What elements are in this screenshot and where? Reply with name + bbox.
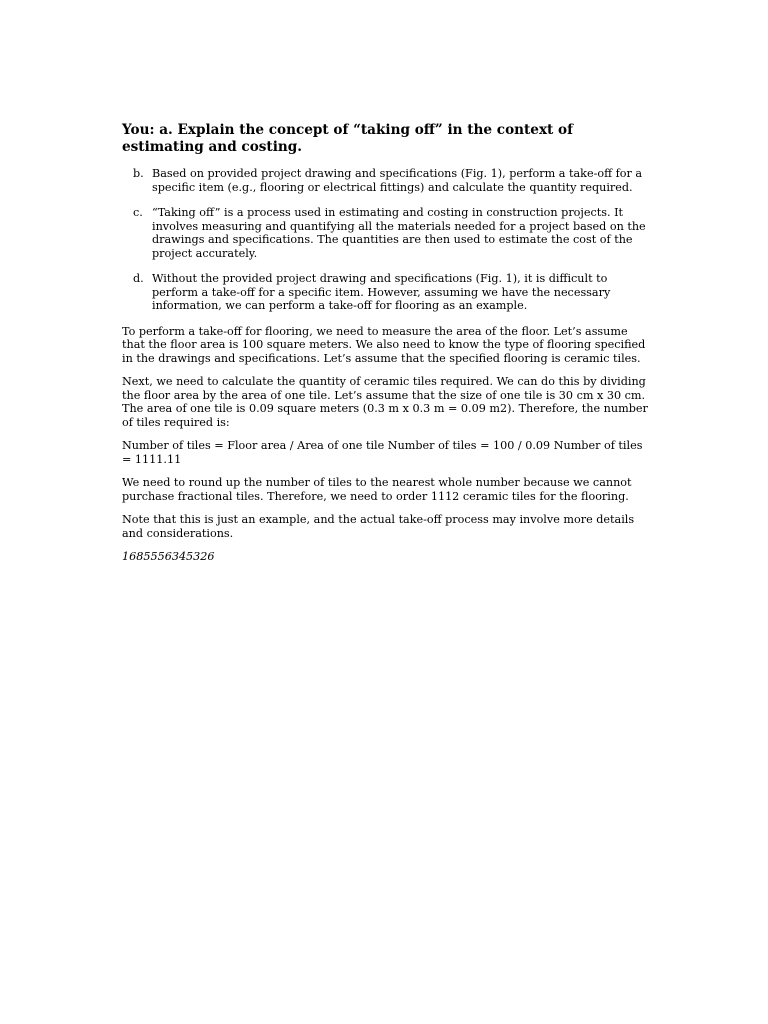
list-marker: d. — [133, 272, 144, 285]
list-marker: b. — [133, 167, 144, 180]
list-item-text: Without the provided project drawing and specifications (Fig. 1), it is difficult to perform a take-off for a specific item. However, assuming we have the necessary information, we can perform a take-off for flooring as an example. — [152, 272, 611, 312]
body-paragraph: We need to round up the number of tiles to the nearest whole number because we cannot purchase fractional tiles. Therefore, we need to order 1112 ceramic tiles for the flooring. — [122, 476, 632, 503]
list-marker: c. — [133, 206, 143, 219]
document-title: You: a. Explain the concept of “taking off” in the context of estimating and costing. — [122, 122, 573, 155]
list-item-text: Based on provided project drawing and specifications (Fig. 1), perform a take-off for a specific item (e.g., flooring or electrical fittings) and calculate the quantity required. — [152, 167, 643, 194]
list-item — [122, 167, 648, 194]
question-list — [122, 167, 648, 313]
body-paragraph: To perform a take-off for flooring, we need to measure the area of the floor. Let’s assume that the floor area is 100 square meters. We also need to know the type of flooring specified in the drawings and specifications. Let’s assume that the specified flooring is ceramic tiles. — [122, 324, 646, 365]
body-paragraph: Note that this is just an example, and the actual take-off process may involve more details and considerations. — [122, 513, 635, 540]
body-paragraph: Number of tiles = Floor area / Area of one tile Number of tiles = 100 / 0.09 Number of tiles = 1111.11 — [122, 439, 643, 466]
list-item-text: “Taking off” is a process used in estimating and costing in construction projects. It involves measuring and quantifying all the materials needed for a project based on the drawings and specifications. The quantities are then used to estimate the cost of the project accurately. — [152, 206, 646, 260]
document-id: 1685556345326 — [122, 550, 215, 563]
list-item — [122, 206, 648, 260]
body-paragraph: Next, we need to calculate the quantity of ceramic tiles required. We can do this by dividing the floor area by the area of one tile. Let’s assume that the size of one tile is 30 cm x 30 cm. The area of one tile is 0.09 square meters (0.3 m x 0.3 m = 0.09 m2). Therefore, the number of tiles required is: — [122, 375, 648, 429]
list-item — [122, 272, 648, 313]
